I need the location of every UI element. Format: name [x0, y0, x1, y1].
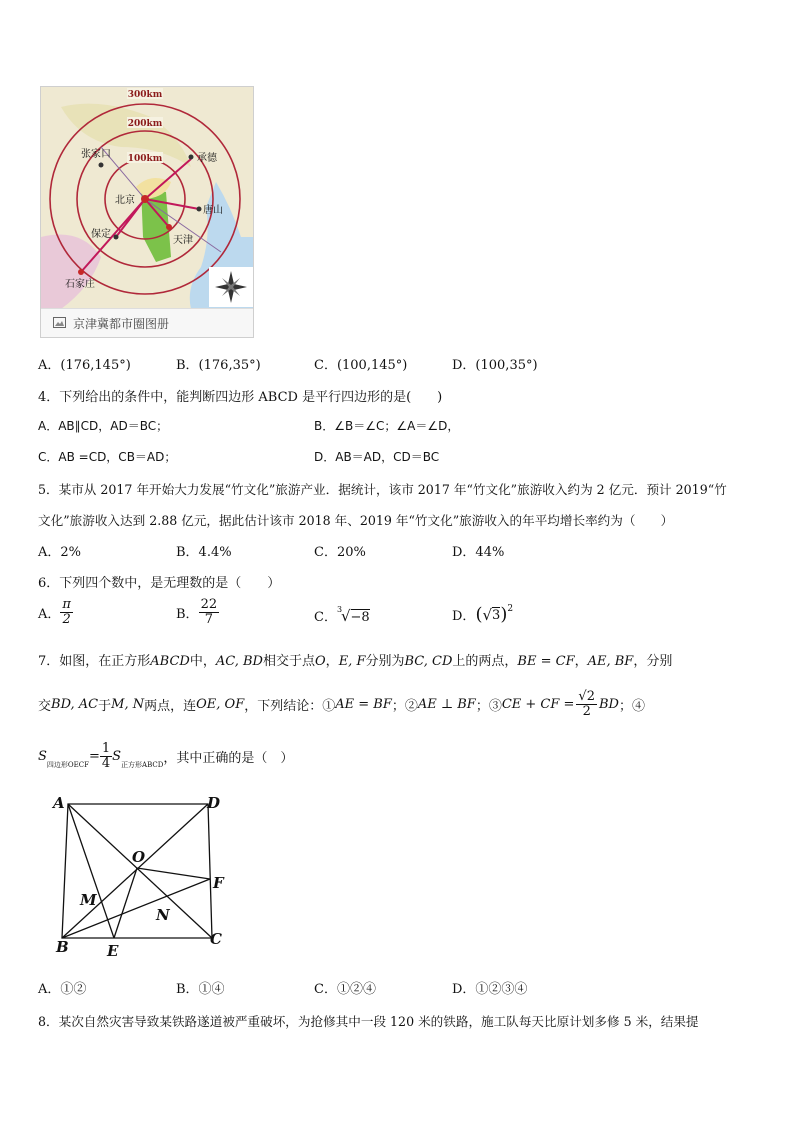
text: =	[88, 748, 100, 764]
diagonal-bd	[62, 804, 208, 938]
city-label: 承德	[197, 153, 217, 164]
text: 两点，连	[144, 698, 197, 714]
option-letter: B．	[176, 606, 199, 622]
city-label: 石家庄	[65, 279, 95, 290]
text: ；②	[391, 698, 418, 714]
math: BE = CF	[517, 654, 575, 669]
map-graphic	[41, 87, 253, 309]
text: 分别为	[365, 654, 405, 669]
text: 7．如图，在正方形	[38, 654, 151, 669]
city-label: 保定	[91, 229, 111, 240]
q3-option-d: D．(100,35°)	[452, 358, 538, 373]
q4-option-b: B．∠B＝∠C；∠A＝∠D，	[314, 419, 460, 433]
q4-option-d: D．AB＝AD，CD＝BC	[314, 450, 440, 464]
vertex-label: C	[210, 930, 222, 948]
option-letter: A．	[38, 606, 61, 622]
math: S	[38, 748, 47, 764]
city-label: 北京	[115, 195, 135, 206]
radical-sign-icon: √	[340, 606, 351, 625]
exponent: 2	[507, 604, 514, 614]
q7-stem-line1	[38, 650, 672, 669]
numerator: √2	[578, 689, 595, 704]
math: CE + CF =	[501, 696, 575, 712]
text: ，	[574, 654, 588, 669]
q4-stem: 4．下列给出的条件中，能判断四边形 ABCD 是平行四边形的是( )	[38, 390, 443, 405]
q7-option-a: A．①②	[38, 982, 87, 997]
left-paren-icon: (	[475, 604, 483, 625]
vertex-label: D	[207, 794, 221, 812]
vertex-label: A	[53, 794, 65, 812]
text: ，下列结论：①	[244, 698, 336, 714]
q7-stem-line3	[38, 742, 293, 770]
diagonal-ac	[68, 804, 212, 938]
compass-rose-icon	[209, 267, 253, 307]
denominator: 4	[101, 755, 111, 771]
denominator: 2	[582, 703, 591, 719]
ring-label: 200km	[127, 119, 163, 129]
q3-option-c: C．(100,145°)	[314, 358, 408, 373]
ring-label: 300km	[127, 90, 163, 100]
q6-option-c	[314, 606, 370, 625]
vertex-label: B	[56, 938, 69, 956]
math: AC, BD	[215, 654, 263, 669]
q5-option-a: A．2%	[38, 545, 82, 560]
q6-stem: 6．下列四个数中，是无理数的是（ ）	[38, 576, 281, 591]
math: O	[315, 654, 326, 669]
fraction	[60, 598, 73, 626]
math: ABCD	[150, 654, 190, 669]
point-label: O	[132, 848, 146, 866]
math: OE, OF	[196, 696, 245, 712]
q8-stem-line1: 8．某次自然灾害导致某铁路遂道被严重破坏，为抢修其中一段 120 米的铁路，施工队每天比原计划多修 5 米，结果提	[38, 1014, 699, 1029]
math: BC, CD	[404, 654, 453, 669]
point-label: M	[80, 891, 97, 909]
q6-option-d	[452, 604, 513, 625]
text: 中，	[189, 654, 216, 669]
q6-option-a	[38, 598, 73, 626]
math: BD	[598, 696, 619, 712]
math: M, N	[111, 696, 145, 712]
text: 于	[98, 698, 112, 714]
point-label: F	[213, 874, 224, 892]
radicand: 3	[492, 607, 501, 623]
text: ；③	[475, 698, 502, 714]
q7-stem-line2	[38, 690, 645, 718]
numerator: π	[62, 597, 71, 612]
q5-stem-line1: 5．某市从 2017 年开始大力发展“竹文化”旅游产业．据统计，该市 2017 年“竹文化”旅游收入约为 2 亿元．预计 2019“竹	[38, 482, 727, 497]
fraction	[576, 690, 597, 718]
city-label: 张家口	[81, 149, 111, 160]
text: ，其中正确的是（ ）	[163, 750, 294, 766]
q6-option-b	[176, 598, 219, 626]
q5-option-b: B．4.4%	[176, 545, 232, 560]
q5-stem-line2: 文化”旅游收入达到 2.88 亿元，据此估计该市 2018 年、2019 年“竹文化”旅游收入的年平均增长率约为（ ）	[38, 513, 674, 528]
square-geometry-figure	[40, 790, 240, 962]
numerator: 1	[101, 741, 111, 756]
image-gallery-icon	[53, 317, 67, 329]
option-letter: C．	[314, 610, 337, 625]
root-index: 3	[336, 604, 343, 614]
point-label: E	[107, 942, 119, 960]
radical-sign-icon: √	[482, 605, 493, 624]
beijing-region-map	[40, 86, 254, 338]
right-paren-icon: )	[500, 604, 508, 625]
math: E, F	[338, 654, 366, 669]
radicand: −8	[350, 609, 370, 625]
fraction	[199, 598, 220, 626]
denominator: 7	[204, 611, 213, 627]
numerator: 22	[200, 597, 218, 612]
denominator: 2	[62, 611, 71, 627]
math: AE ⊥ BF	[417, 696, 476, 712]
segment-of	[137, 868, 210, 879]
math: AE, BF	[587, 654, 634, 669]
text: 交	[38, 698, 52, 714]
point-label: N	[156, 906, 170, 924]
city-label: 唐山	[203, 205, 223, 216]
q3-option-a: A．(176,145°)	[38, 358, 131, 373]
segment-ae	[68, 804, 114, 938]
segment-oe	[114, 868, 137, 938]
text: ，	[325, 654, 339, 669]
q3-option-b: B．(176,35°)	[176, 358, 261, 373]
q5-option-c: C．20%	[314, 545, 366, 560]
subscript: 正方形ABCD	[121, 761, 164, 770]
cube-root	[336, 604, 370, 625]
subscript: 四边形OECF	[46, 761, 89, 770]
math: S	[112, 748, 122, 764]
text: 上的两点，	[452, 654, 518, 669]
fraction	[100, 742, 112, 770]
q5-option-d: D．44%	[452, 545, 505, 560]
option-letter: D．	[452, 609, 476, 624]
map-caption-bar	[41, 308, 253, 337]
q7-option-b: B．①④	[176, 982, 225, 997]
ring-label: 100km	[127, 154, 163, 164]
text: ，分别	[633, 654, 673, 669]
city-label: 天津	[173, 235, 193, 246]
q4-option-a: A．AB∥CD，AD＝BC；	[38, 419, 169, 433]
math: AE = BF	[335, 696, 392, 712]
text: 相交于点	[262, 654, 315, 669]
map-caption: 京津冀都市圈图册	[73, 316, 170, 331]
q7-option-c: C．①②④	[314, 982, 376, 997]
text: ；④	[618, 698, 645, 714]
math: BD, AC	[51, 696, 99, 712]
q4-option-c: C．AB =CD，CB＝AD；	[38, 450, 177, 464]
q7-option-d: D．①②③④	[452, 982, 528, 997]
